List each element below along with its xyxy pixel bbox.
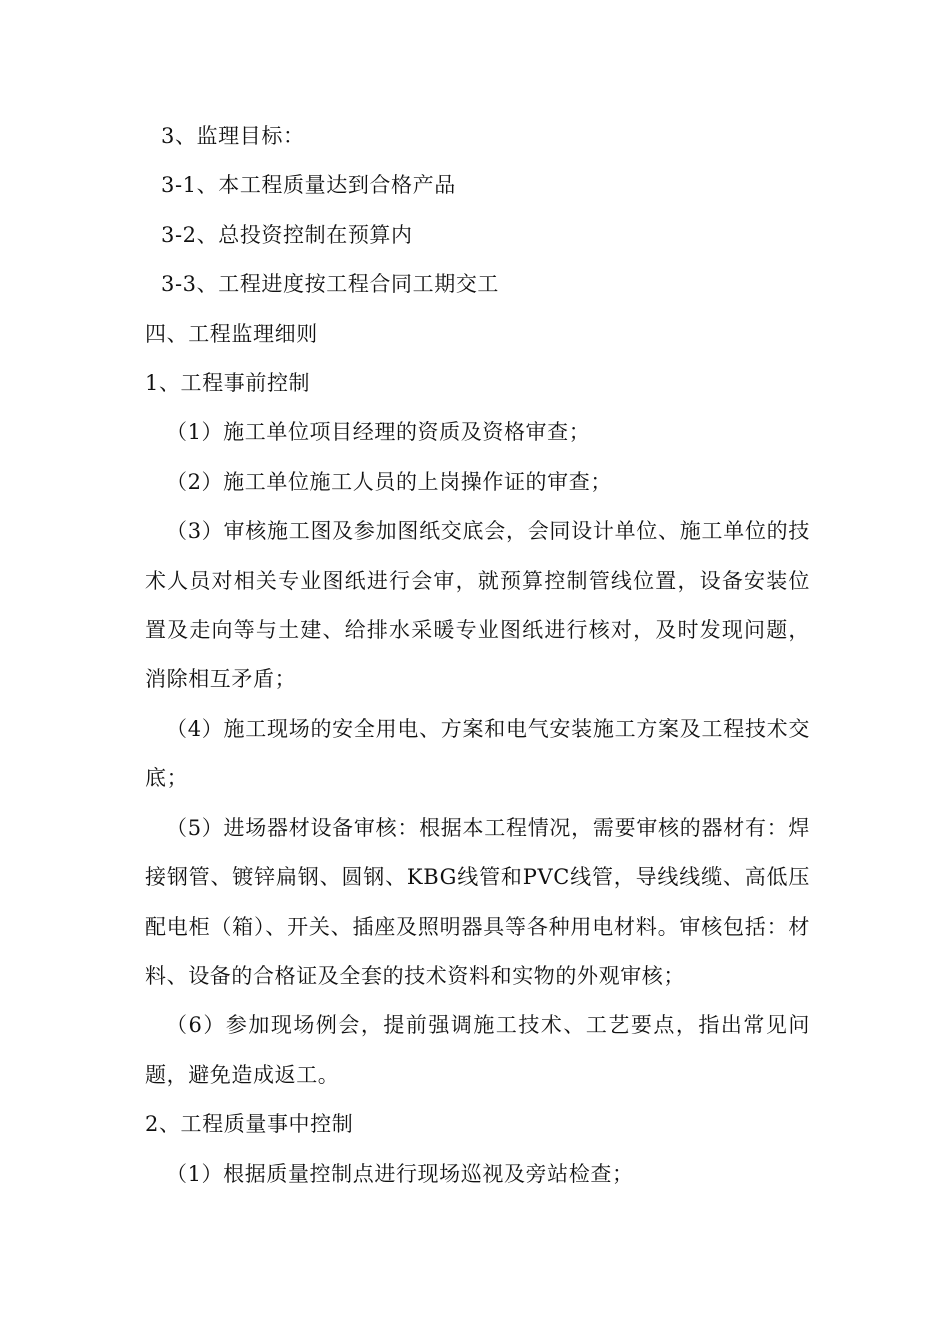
pre-control-item-3: （3）审核施工图及参加图纸交底会，会同设计单位、施工单位的技术人员对相关专业图纸进行会审，就预算控制管线位置，设备安装位置及走向等与土建、给排水采暖专业图纸进行核对，及时发现问题，消除相互矛盾； [145, 519, 810, 692]
goal-item-investment: 3-2、总投资控制在预算内 [161, 222, 413, 247]
pre-control-item-1: （1）施工单位项目经理的资质及资格审查； [166, 420, 591, 445]
goal-item-quality: 3-1、本工程质量达到合格产品 [161, 173, 456, 198]
pre-control-item-2: （2）施工单位施工人员的上岗操作证的审查； [166, 469, 612, 494]
pre-control-item-5: （5）进场器材设备审核：根据本工程情况，需要审核的器材有：焊接钢管、镀锌扁钢、圆钢、KBG线管和PVC线管，导线线缆、高低压配电柜（箱）、开关、插座及照明器具等各种用电材料。审核包括：材料、设备的合格证及全套的技术资料和实物的外观审核； [145, 815, 810, 988]
document-body [145, 112, 810, 1199]
subsection-heading-in-process-control: 2、工程质量事中控制 [145, 1112, 354, 1137]
section-heading-supervision-rules: 四、工程监理细则 [145, 321, 318, 346]
pre-control-item-6: （6）参加现场例会，提前强调施工技术、工艺要点，指出常见问题，避免造成返工。 [145, 1013, 810, 1087]
subsection-heading-pre-control: 1、工程事前控制 [145, 371, 311, 396]
pre-control-item-4: （4）施工现场的安全用电、方案和电气安装施工方案及工程技术交底； [145, 716, 810, 791]
in-process-control-item-1: （1）根据质量控制点进行现场巡视及旁站检查； [166, 1161, 634, 1186]
goal-item-schedule: 3-3、工程进度按工程合同工期交工 [161, 272, 500, 297]
section-heading-supervision-goals: 3、监理目标： [161, 124, 305, 148]
